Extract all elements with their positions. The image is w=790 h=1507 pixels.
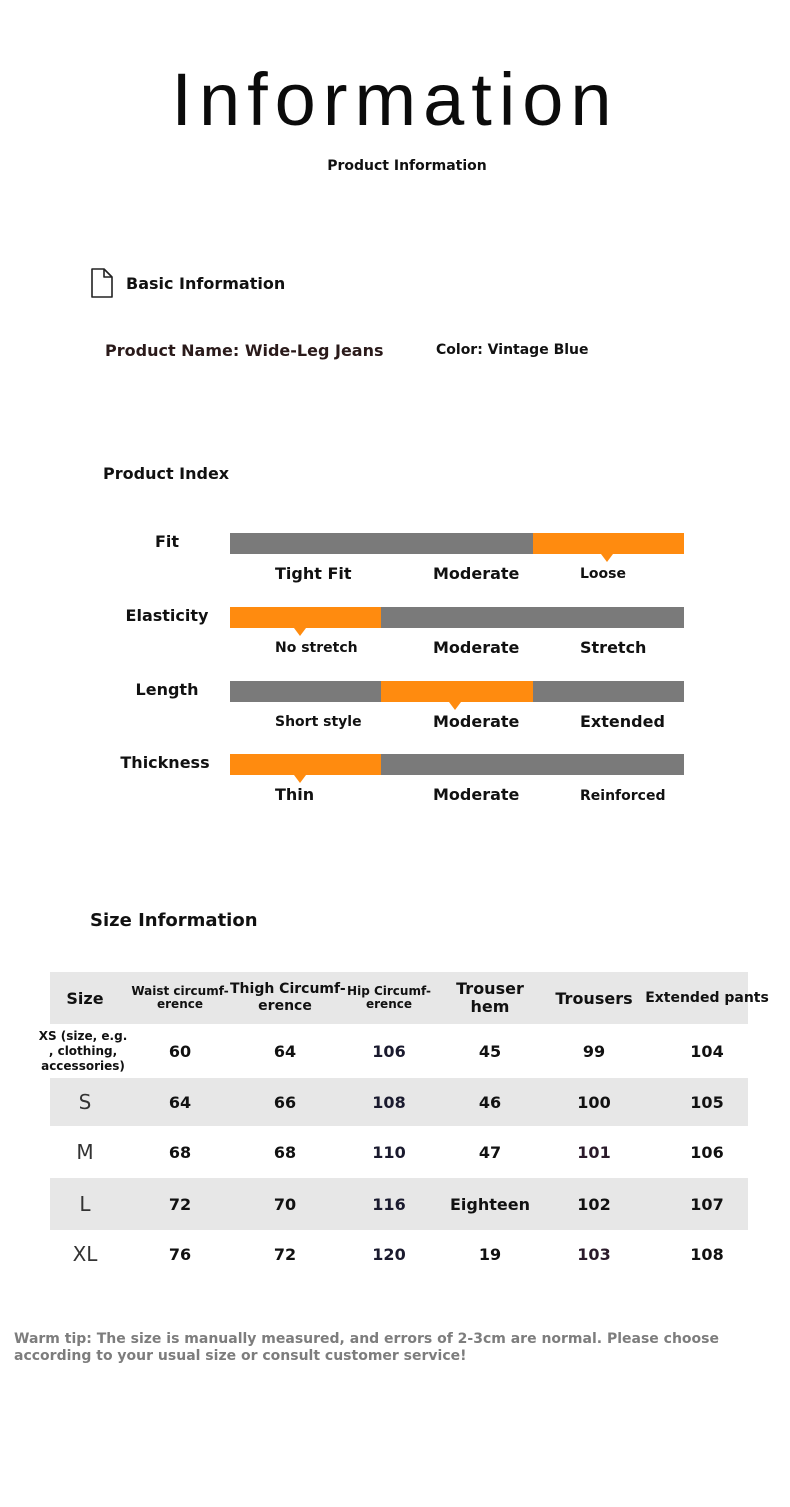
table-cell: 116 (372, 1195, 406, 1214)
index-label-fit: Fit (154, 532, 180, 551)
index-option: Loose (580, 566, 626, 582)
index-pointer (294, 775, 306, 783)
basic-info-heading: Basic Information (126, 274, 286, 293)
index-bar-fit (230, 533, 684, 554)
page-subtitle: Product Information (327, 158, 487, 174)
table-cell: S (78, 1090, 92, 1114)
table-cell: 68 (168, 1143, 192, 1162)
table-cell: 19 (478, 1245, 502, 1264)
product-name: Product Name: Wide-Leg Jeans (105, 341, 384, 360)
index-pointer (294, 628, 306, 636)
table-cell: 105 (690, 1093, 724, 1112)
table-cell: 72 (168, 1195, 192, 1214)
table-cell: 103 (577, 1245, 611, 1264)
table-cell: 101 (577, 1143, 611, 1162)
product-index-heading: Product Index (103, 464, 230, 483)
table-cell: 108 (372, 1093, 406, 1112)
index-selected-segment (381, 681, 532, 702)
table-row (50, 1078, 748, 1126)
index-selected-segment (230, 754, 381, 775)
index-option: Moderate (433, 712, 520, 731)
index-label-length: Length (135, 680, 199, 699)
index-option: Thin (275, 785, 315, 804)
index-option: No stretch (275, 640, 358, 656)
document-icon (90, 268, 114, 298)
warm-tip: Warm tip: The size is manually measured, and errors of 2-3cm are normal. Please choose according to your usual size or consult customer service! (14, 1331, 719, 1364)
index-label-thickness: Thickness (120, 753, 210, 772)
table-header-cell: Waist circumf- erence (131, 984, 229, 1011)
table-header-cell: Extended pants (645, 990, 769, 1006)
index-label-elasticity: Elasticity (125, 606, 209, 625)
table-cell: 64 (168, 1093, 192, 1112)
table-row (50, 1126, 748, 1178)
table-cell: 47 (478, 1143, 502, 1162)
table-header-cell: Trouser hem (456, 979, 524, 1016)
table-cell: Eighteen (450, 1195, 530, 1214)
table-cell: XL (72, 1242, 98, 1266)
table-cell: 99 (582, 1042, 606, 1061)
table-cell: 66 (273, 1093, 297, 1112)
table-cell: 72 (273, 1245, 297, 1264)
table-cell: M (76, 1140, 94, 1164)
index-bar-elasticity (230, 607, 684, 628)
table-cell: 102 (577, 1195, 611, 1214)
table-cell: 107 (690, 1195, 724, 1214)
table-cell: 110 (372, 1143, 406, 1162)
table-cell: L (79, 1192, 91, 1216)
index-option: Moderate (433, 564, 520, 583)
table-cell: 64 (273, 1042, 297, 1061)
table-cell: 60 (168, 1042, 192, 1061)
size-info-heading: Size Information (90, 910, 258, 931)
table-cell: XS (size, e.g. , clothing, accessories) (38, 1029, 128, 1073)
index-option: Stretch (580, 638, 647, 657)
table-cell: 100 (577, 1093, 611, 1112)
table-cell: 120 (372, 1245, 406, 1264)
table-header-cell: Thigh Circumf- erence (230, 981, 346, 1014)
table-cell: 45 (478, 1042, 502, 1061)
index-selected-segment (533, 533, 684, 554)
index-pointer (601, 554, 613, 562)
table-cell: 70 (273, 1195, 297, 1214)
table-row (38, 1024, 748, 1078)
index-bar-thickness (230, 754, 684, 775)
table-row (50, 1178, 748, 1230)
table-cell: 106 (372, 1042, 406, 1061)
product-color: Color: Vintage Blue (436, 342, 589, 358)
index-option: Tight Fit (275, 564, 352, 583)
index-bar-length (230, 681, 684, 702)
index-option: Reinforced (580, 788, 666, 804)
table-row (50, 1230, 748, 1278)
table-cell: 108 (690, 1245, 724, 1264)
table-cell: 46 (478, 1093, 502, 1112)
table-header-cell: Size (66, 989, 104, 1008)
table-header-cell: Trousers (555, 989, 633, 1008)
index-option: Moderate (433, 638, 520, 657)
index-pointer (449, 702, 461, 710)
index-option: Extended (580, 712, 665, 731)
index-option: Moderate (433, 785, 520, 804)
table-cell: 104 (690, 1042, 724, 1061)
index-selected-segment (230, 607, 381, 628)
table-cell: 76 (168, 1245, 192, 1264)
table-cell: 68 (273, 1143, 297, 1162)
table-header-row (50, 972, 769, 1024)
table-header-cell: Hip Circumf- erence (347, 984, 431, 1011)
index-option: Short style (275, 714, 362, 730)
table-cell: 106 (690, 1143, 724, 1162)
page-title: Information (171, 58, 619, 141)
